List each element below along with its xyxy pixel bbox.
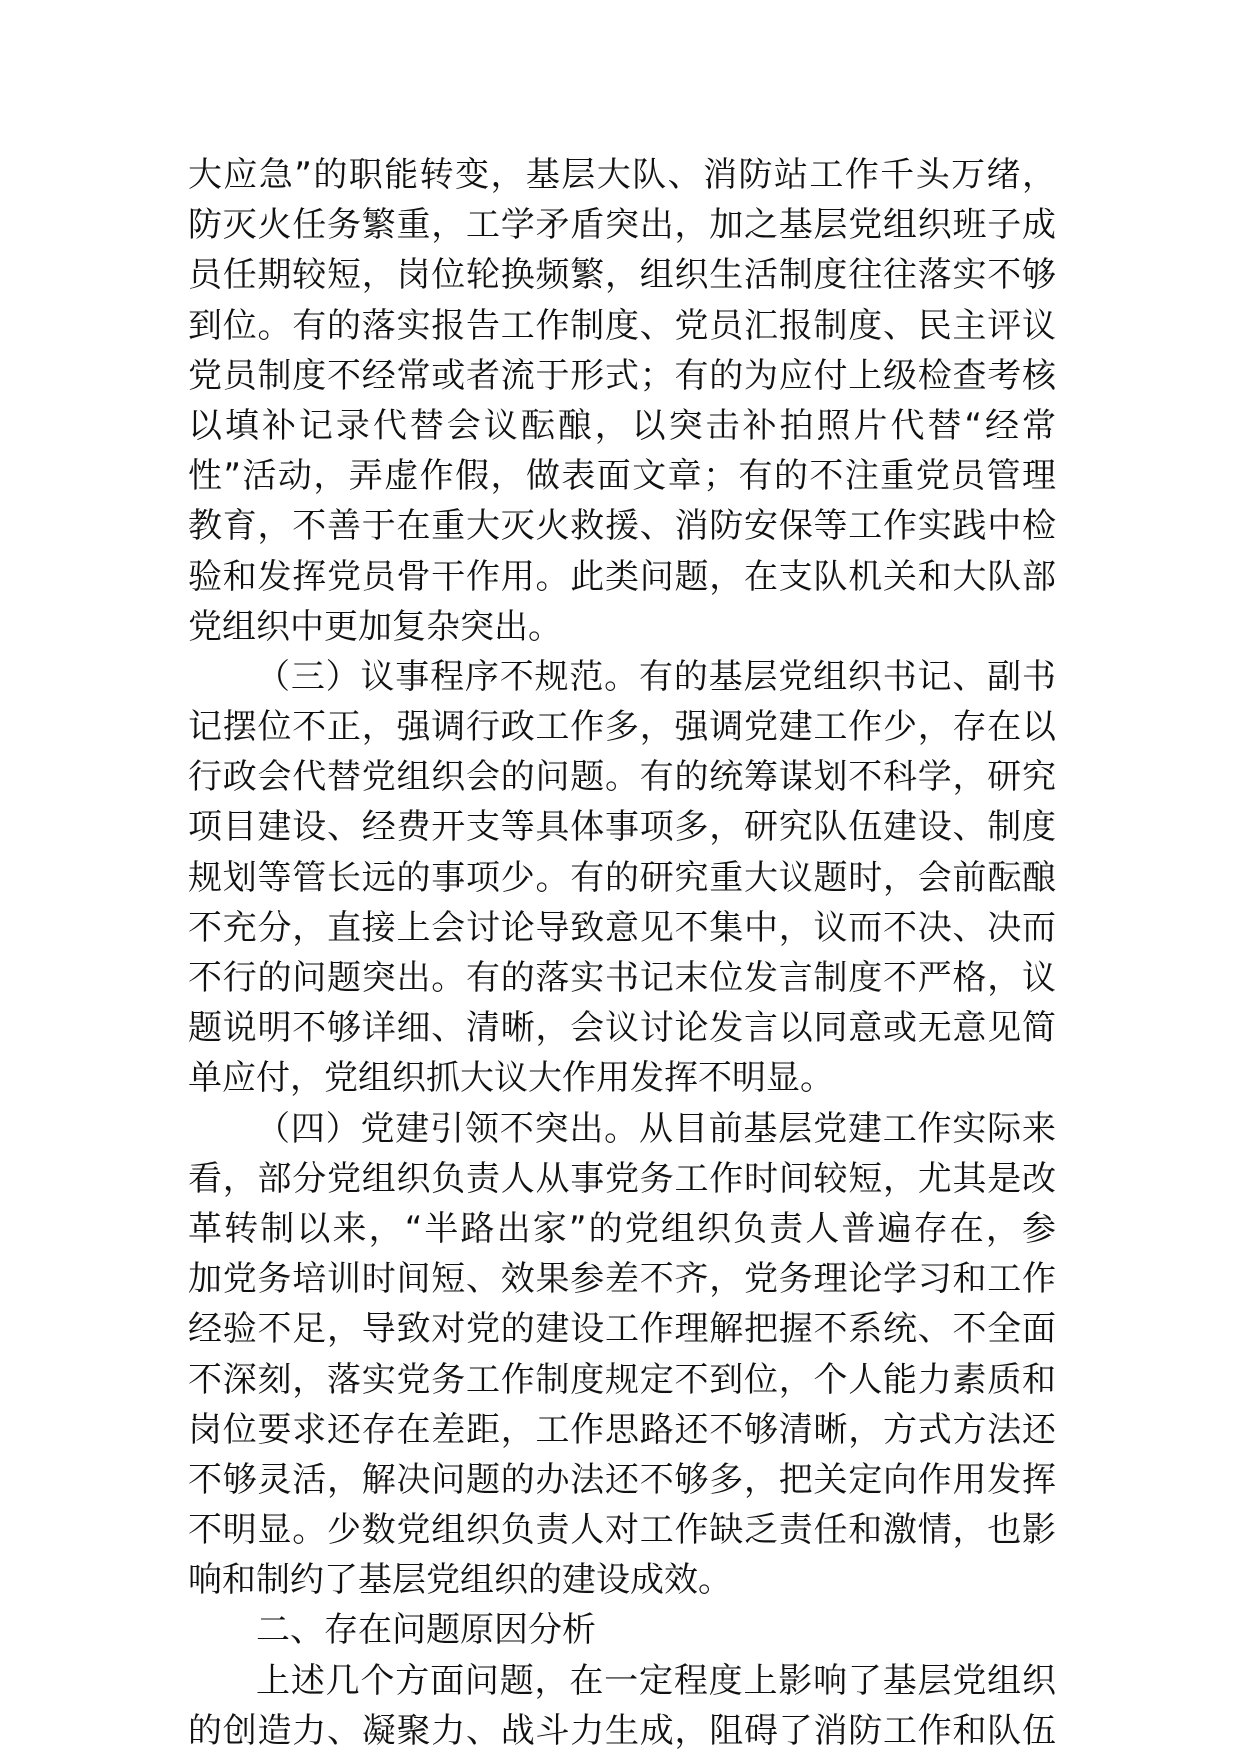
text-line: 行政会代替党组织会的问题。有的统筹谋划不科学，研究 xyxy=(188,757,1056,798)
text-line: 不行的问题突出。有的落实书记末位发言制度不严格，议 xyxy=(188,958,1056,998)
text-line: （三）议事程序不规范。有的基层党组织书记、副书 xyxy=(256,656,1056,697)
text-line: 不明显。少数党组织负责人对工作缺乏责任和激情，也影 xyxy=(188,1510,1056,1551)
text-line: 记摆位不正，强调行政工作多，强调党建工作少，存在以 xyxy=(188,707,1056,748)
text-line: 党员制度不经常或者流于形式；有的为应付上级检查考核 xyxy=(188,355,1056,396)
text-line: 防灭火任务繁重，工学矛盾突出，加之基层党组织班子成 xyxy=(188,205,1056,246)
text-line: 不充分，直接上会讨论导致意见不集中，议而不决、决而 xyxy=(188,907,1056,948)
text-line: 响和制约了基层党组织的建设成效。 xyxy=(188,1560,732,1601)
text-line: 岗位要求还存在差距，工作思路还不够清晰，方式方法还 xyxy=(188,1409,1056,1450)
document-body xyxy=(188,150,1056,1756)
text-line: 以填补记录代替会议酝酿，以突击补拍照片代替“经常 xyxy=(188,405,1056,446)
text-line: 的创造力、凝聚力、战斗力生成，阻碍了消防工作和队伍 xyxy=(188,1710,1056,1751)
text-line: 员任期较短，岗位轮换频繁，组织生活制度往往落实不够 xyxy=(188,255,1056,296)
text-line: 革转制以来，“半路出家”的党组织负责人普遍存在，参 xyxy=(188,1208,1056,1249)
text-line: 性”活动，弄虚作假，做表面文章；有的不注重党员管理 xyxy=(188,456,1056,497)
text-line: 到位。有的落实报告工作制度、党员汇报制度、民主评议 xyxy=(188,305,1056,346)
text-line: 上述几个方面问题，在一定程度上影响了基层党组织 xyxy=(256,1660,1056,1701)
text-line: 题说明不够详细、清晰，会议讨论发言以同意或无意见简 xyxy=(188,1008,1056,1049)
text-line: 看，部分党组织负责人从事党务工作时间较短，尤其是改 xyxy=(188,1158,1056,1199)
text-line: 经验不足，导致对党的建设工作理解把握不系统、不全面 xyxy=(188,1309,1056,1350)
text-line: 规划等管长远的事项少。有的研究重大议题时，会前酝酿 xyxy=(188,857,1056,898)
text-line: 项目建设、经费开支等具体事项多，研究队伍建设、制度 xyxy=(188,807,1056,848)
text-line: 大应急”的职能转变，基层大队、消防站工作千头万绪， xyxy=(188,155,1056,195)
text-line: 加党务培训时间短、效果参差不齐，党务理论学习和工作 xyxy=(188,1259,1056,1300)
text-line: 不深刻，落实党务工作制度规定不到位，个人能力素质和 xyxy=(188,1359,1056,1400)
text-line: 单应付，党组织抓大议大作用发挥不明显。 xyxy=(188,1058,834,1099)
text-line: 党组织中更加复杂突出。 xyxy=(188,606,562,647)
text-line: （四）党建引领不突出。从目前基层党建工作实际来 xyxy=(256,1108,1056,1149)
text-line: 教育，不善于在重大灭火救援、消防安保等工作实践中检 xyxy=(188,506,1056,547)
text-line: 验和发挥党员骨干作用。此类问题，在支队机关和大队部 xyxy=(188,556,1056,597)
text-line: 二、存在问题原因分析 xyxy=(256,1610,596,1651)
text-line: 不够灵活，解决问题的办法还不够多，把关定向作用发挥 xyxy=(188,1459,1056,1500)
